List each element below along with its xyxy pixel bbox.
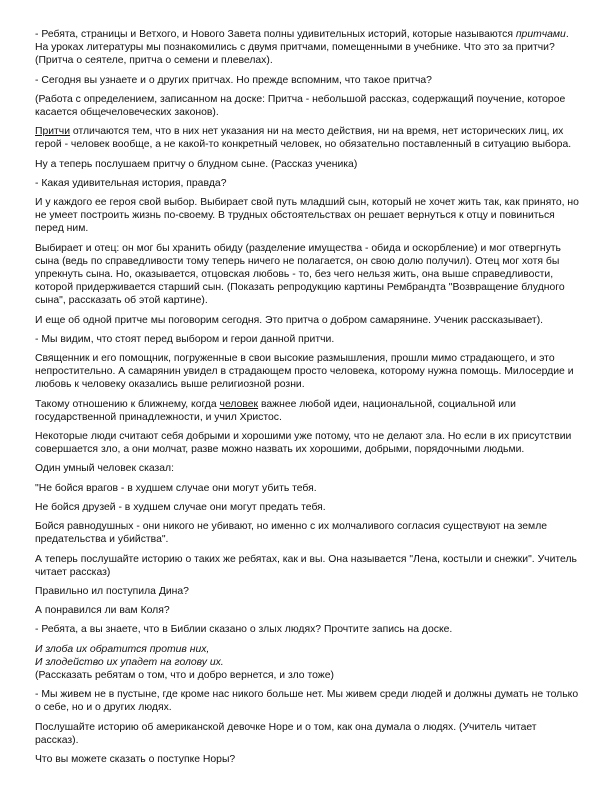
quote-line-enemies: "Не бойся врагов - в худшем случае они могут убить тебя. [35, 482, 317, 494]
paragraph-nora-story: Послушайте историю об американской девочке Норе и о том, как она думала о людях. (Учитель читает рассказ). [35, 721, 537, 746]
paragraph-prodigal-son-intro: Ну а теперь послушаем притчу о блудном сыне. (Рассказ ученика) [35, 158, 358, 170]
document-page [35, 28, 580, 772]
paragraph-question-parable: - Сегодня вы узнаете и о других притчах. Но прежде вспомним, что такое притча? [35, 74, 432, 86]
paragraph-younger-son-choice: И у каждого ее героя свой выбор. Выбирает свой путь младший сын, который не хочет жить так, как принято, но не умеет построить жизнь по-своему. В трудных обстоятельствах он решает вернуться к отцу и повиниться перед ним. [35, 197, 579, 235]
text-run: . На уроках литературы мы познакомились с двумя притчами, помещенными в учебнике. Что это за притчи? (Притча о сеятеле, притча о семени и плевелах). [35, 29, 569, 67]
paragraph-question-dina: Правильно ил поступила Дина? [35, 585, 189, 597]
bible-quote-line-1: И злоба их обратится против них, [35, 643, 210, 655]
text-run: Такому отношению к ближнему, когда [35, 398, 220, 410]
paragraph-intro-parables [35, 28, 580, 68]
paragraph-priest-samaritan: Священник и его помощник, погруженные в свои высокие размышления, прошли мимо страдающего, и это непростительно. А самарянин увидел в страдающем просто человека, которому нужна помощь. Милосердие и любовь к человеку оказались выше религиозной розни. [35, 353, 574, 391]
underlined-parables: Притчи [35, 126, 71, 138]
paragraph-father-choice: Выбирает и отец: он мог бы хранить обиду (разделение имущества - обида и оскорбление) и мог отвергнуть сына (ведь по справедливости тому теперь ничего не полагается, он свою долю получил). Отец мог хотя бы упрекнуть сына. Но, оказывается, отцовская любовь - то, без чего нельзя жить, она выше справедливости, которой придерживается старший сын. (Показать репродукцию картины Рембрандта "Возвращение блудного сына", рассказать об этой картине). [35, 242, 565, 307]
paragraph-bible-evil-people: - Ребята, а вы знаете, что в Библии сказано о злых людях? Прочтите запись на доске. [35, 624, 453, 636]
paragraph-question-kolya: А понравился ли вам Коля? [35, 605, 170, 617]
paragraph-heroes-choice: - Мы видим, что стоят перед выбором и герои данной притчи. [35, 333, 335, 345]
paragraph-question-nora: Что вы можете сказать о поступке Норы? [35, 753, 236, 765]
bible-quote-note: (Рассказать ребятам о том, что и добро вернется, и зло тоже) [35, 669, 334, 681]
text-run: - Ребята, страницы и Ветхого, и Нового Завета полны удивительных историй, которые называются [35, 29, 516, 40]
paragraph-lena-story: А теперь послушайте историю о таких же ребятах, как и вы. Она называется "Лена, костыли и снежки". Учитель читает рассказ) [35, 553, 577, 578]
paragraph-definition-work: (Работа с определением, записанном на доске: Притча - небольшой рассказ, содержащий поучение, которое касается общечеловеческих законов). [35, 93, 566, 119]
paragraph-samaritan-intro: И еще об одной притче мы поговорим сегодня. Это притча о добром самарянине. Ученик рассказывает). [35, 314, 544, 326]
paragraph-christ-taught [35, 398, 580, 424]
paragraph-parables-features [35, 125, 580, 151]
underlined-human: человек [219, 398, 259, 410]
paragraph-live-among-people: - Мы живем не в пустыне, где кроме нас никого больше нет. Мы живем среди людей и должны думать не только о себе, но и о других людях. [35, 689, 579, 714]
emphasis-parables: притчами [515, 29, 566, 40]
paragraph-amazing-story: - Какая удивительная история, правда? [35, 177, 227, 189]
bible-quote-block [35, 643, 580, 683]
text-run: важнее любой идеи, национальной, социальной или государственной принадлежности, и учил Христос. [35, 398, 516, 423]
paragraph-indifference: Некоторые люди считают себя добрыми и хорошими уже потому, что не делают зла. Но если в их присутствии совершается зло, а они молчат, разве можно назвать их хорошими, добрыми, порядочными людьми. [35, 431, 572, 456]
bible-quote-line-2: И злодейство их упадет на голову их. [35, 656, 224, 668]
text-run: отличаются тем, что в них нет указания ни на место действия, ни на время, нет исторических лиц, их герой - человек вообще, а не какой-то конкретный человек, но обязательно поставленный в ситуацию выбора. [35, 126, 572, 151]
quote-line-indifferent: Бойся равнодушных - они никого не убивают, но именно с их молчаливого согласия существуют на земле предательства и убийства". [35, 521, 548, 546]
paragraph-wise-man-said: Один умный человек сказал: [35, 463, 175, 475]
quote-line-friends: Не бойся друзей - в худшем случае они могут предать тебя. [35, 501, 326, 513]
